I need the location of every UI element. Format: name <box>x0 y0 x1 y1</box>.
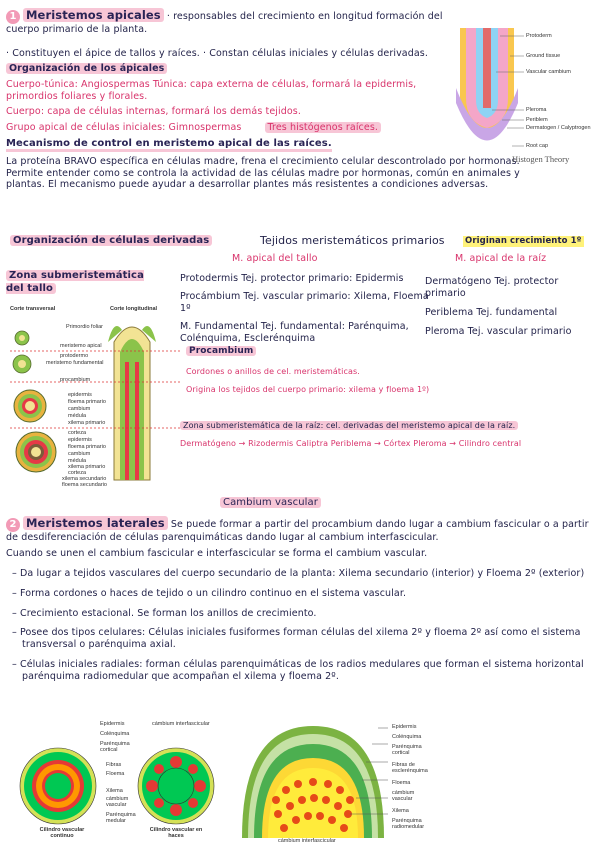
control-title: Mecanismo de control en meristemo apical de las raíces. <box>6 138 332 152</box>
stem-rows <box>180 273 430 344</box>
stem-row-0: Protodermis Tej. protector primario: Epidermis <box>180 273 404 284</box>
section1 <box>6 8 520 191</box>
bl-label-0: Epidermis <box>100 721 125 727</box>
stem-label-0: Primordio foliar <box>66 324 103 330</box>
root-row-1: Periblema Tej. fundamental <box>425 306 558 318</box>
bullet-2: – Crecimiento estacional. Se forman los anillos de crecimiento. <box>12 607 317 619</box>
stem-row-2: M. Fundamental Tej. fundamental: Parénquima, Colénquima, Esclerénquima <box>180 320 409 344</box>
procambium-line-1: Origina los tejidos del cuerpo primario: xilema y floema 1º) <box>186 384 430 394</box>
bl-label-6: Xilema <box>106 788 123 794</box>
section1-line2: · Constituyen el ápice de tallos y raíces. · Constan células iniciales y células derivadas. <box>6 47 428 59</box>
tres-histogenos: Tres histógenos raíces. <box>265 122 381 133</box>
stem-label-2: protodermo <box>60 353 89 359</box>
stem-label-4: procambium <box>60 377 91 383</box>
bl-label-5: cámbium interfascicular <box>152 721 210 727</box>
col-stem-title: M. apical del tallo <box>232 253 318 264</box>
stem-label-13: cambium <box>68 451 91 457</box>
br-caption: cámbium interfascicular <box>278 838 336 844</box>
histogen-label-3: Pleroma <box>526 107 547 113</box>
org-cells-title: Organización de células derivadas <box>10 235 212 246</box>
br-label-3: Fibras de esclerénquima <box>392 762 428 774</box>
stem-label-14: médula <box>68 458 87 464</box>
zona-tallo-wrap <box>6 270 156 295</box>
stem-label-17: xilema secundario <box>62 476 107 482</box>
org-cells-title-wrap <box>10 235 212 248</box>
section1-title: Meristemos apicales <box>23 8 164 22</box>
bl-label-3: Fibras <box>106 762 122 768</box>
procambium-title: Procambium <box>186 346 256 356</box>
section2-title: Meristemos laterales <box>23 516 168 530</box>
stem-label-12: floema primario <box>68 444 106 450</box>
stem-label-5: epidermis <box>68 392 92 398</box>
histogen-figure <box>452 28 598 168</box>
bl-label-8: Parénquima medular <box>106 812 136 824</box>
bl-label-4: Floema <box>106 771 125 777</box>
section2 <box>6 516 594 683</box>
procambium-block <box>186 345 486 394</box>
br-label-0: Epidermis <box>392 724 417 730</box>
histogen-label-5: Dermatogen / Calyptrogen <box>526 125 591 131</box>
bullet-0: – Da lugar a tejidos vasculares del cuerpo secundario de la planta: Xilema secundario (interior) y Floema 2º (exterior) <box>12 567 585 579</box>
section2-line2: Cuando se unen el cambium fascicular e interfascicular se forma el cambium vascular. <box>6 547 428 559</box>
bl-label-7: cámbium vascular <box>106 796 129 808</box>
br-label-7: Parénquima radiomedular <box>392 818 425 830</box>
section2-intro: Se puede formar a partir del procambium dando lugar a cambium fascicular o a partir de desdiferenciación de células parenquimáticas dando lugar al cambium interfascicular. <box>6 519 589 543</box>
root-row-2: Pleroma Tej. vascular primario <box>425 325 572 337</box>
br-label-6: Xilema <box>392 808 409 814</box>
histogen-label-0: Protoderm <box>526 33 552 39</box>
vascular-cylinder-figure <box>16 721 238 844</box>
stem-label-15: xilema primario <box>68 464 106 470</box>
bullet-3-text: Posee dos tipos celulares: Células iniciales fusiformes forman células del xilema 2º y floema 2º así como el sistema transversal o parénquima axial. <box>19 627 581 651</box>
stem-label-3: meristemo fundamental <box>46 360 104 366</box>
bl-label-2: Parénquima cortical <box>100 741 130 753</box>
zona-raiz-block <box>180 421 590 448</box>
corte-transversal: Corte transversal <box>10 306 56 312</box>
stem-section-figure <box>238 722 468 844</box>
tejidos-title: Tejidos meristemáticos primarios <box>260 234 445 247</box>
stem-row-1: Procámbium Tej. vascular primario: Xilema, Floema 1º <box>180 290 429 314</box>
histogen-diagram <box>452 28 598 168</box>
col-root-title: M. apical de la raíz <box>455 253 547 264</box>
zona-tallo: Zona submeristemática del tallo <box>6 270 144 294</box>
originan: Originan crecimiento 1º <box>465 236 582 246</box>
bl-caption-2: Cilindro vascular en haces <box>149 827 203 839</box>
histogen-label-1: Ground tissue <box>526 53 561 59</box>
stem-label-9: xilema primario <box>68 420 106 426</box>
root-row-0: Dermatógeno Tej. protector primario <box>425 276 559 299</box>
br-label-5: cámbium vascular <box>392 790 415 802</box>
cambium-title-wrap <box>220 497 321 510</box>
corte-longitudinal: Corte longitudinal <box>110 306 158 312</box>
zona-raiz: Zona submeristemática de la raíz: cel. derivadas del meristemo apical de la raíz. <box>180 421 518 430</box>
procambium-line-0: Cordones o anillos de cel. meristemáticas. <box>186 367 360 377</box>
bullet-2-text: Crecimiento estacional. Se forman los anillos de crecimiento. <box>19 607 317 619</box>
stem-label-1: meristemo apical <box>60 343 102 349</box>
section1-intro: · responsables del crecimiento en longitud formación del cuerpo primario de la planta. <box>6 11 443 35</box>
bullet-1: – Forma cordones o haces de tejido o un cilindro continuo en el sistema vascular. <box>12 587 407 599</box>
cuerpo-tunica: Cuerpo-túnica: Angiospermas Túnica: capa externa de células, formará la epidermis, primordios foliares y florales. <box>6 78 417 102</box>
org-title: Organización de los ápicales <box>6 63 167 74</box>
bullet-4: – Células iniciales radiales: forman células parenquimáticas de los radios medulares que forman el sistema horizontal parénquima radiomedular que acompañan el xilema y floema 2º. <box>12 659 584 682</box>
root-rows <box>425 276 595 338</box>
section2-number: 2 <box>6 518 20 532</box>
stem-label-6: floema primario <box>68 399 106 405</box>
histogen-caption: Histogen Theory <box>512 154 570 164</box>
bullet-1-text: Forma cordones o haces de tejido o un cilindro continuo en el sistema vascular. <box>19 587 407 599</box>
stem-label-16: corteza <box>68 470 87 476</box>
stem-label-8: médula <box>68 413 87 419</box>
section1-number: 1 <box>6 10 20 24</box>
bl-caption-1: Cilindro vascular continuo <box>39 827 85 839</box>
section1-heading <box>6 8 456 36</box>
histogen-label-4: Periblem <box>526 117 548 123</box>
histogen-label-2: Vascular cambium <box>526 69 571 75</box>
grupo-apical: Grupo apical de células iniciales: Gimnospermas <box>6 122 242 134</box>
control-text: La proteína BRAVO específica en células madre, frena el crecimiento celular descontrolado por hormonas. Permite entender como se controla la actividad de las células madre por hormonas, común en animales y plantas. El mecanismo puede ayudar a desarrollar plantes más resistentes a condiciones adversas. <box>6 155 520 191</box>
histogen-label-6: Root cap <box>526 143 549 149</box>
stem-label-7: cambium <box>68 406 91 412</box>
cambium-title: Cambium vascular <box>220 497 321 508</box>
stem-label-10: corteza <box>68 430 87 436</box>
bullet-4-text: Células iniciales radiales: forman células parenquimáticas de los radios medulares que forman el sistema horizontal parénquima radiomedular que acompañan el xilema y floema 2º. <box>19 659 584 682</box>
stem-label-18: floema secundario <box>62 482 107 488</box>
bl-label-1: Colénquima <box>100 731 130 737</box>
bullet-0-text: Da lugar a tejidos vasculares del cuerpo secundario de la planta: Xilema secundario (interior) y Floema 2º (exterior) <box>19 567 585 579</box>
br-label-2: Parénquima cortical <box>392 744 422 756</box>
br-label-1: Colénquima <box>392 734 422 740</box>
cuerpo: Cuerpo: capa de células internas, formará los demás tejidos. <box>6 106 301 118</box>
bullet-3: – Posee dos tipos celulares: Células iniciales fusiformes forman células del xilema 2º y floema 2º así como el sistema transversal o parénquima axial. <box>12 627 581 651</box>
stem-figure <box>4 302 180 488</box>
zona-raiz-row: Dermatógeno → Rizodermis Caliptra Periblema → Córtex Pleroma → Cilindro central <box>180 438 522 448</box>
stem-label-11: epidermis <box>68 437 92 443</box>
br-label-4: Floema <box>392 780 411 786</box>
